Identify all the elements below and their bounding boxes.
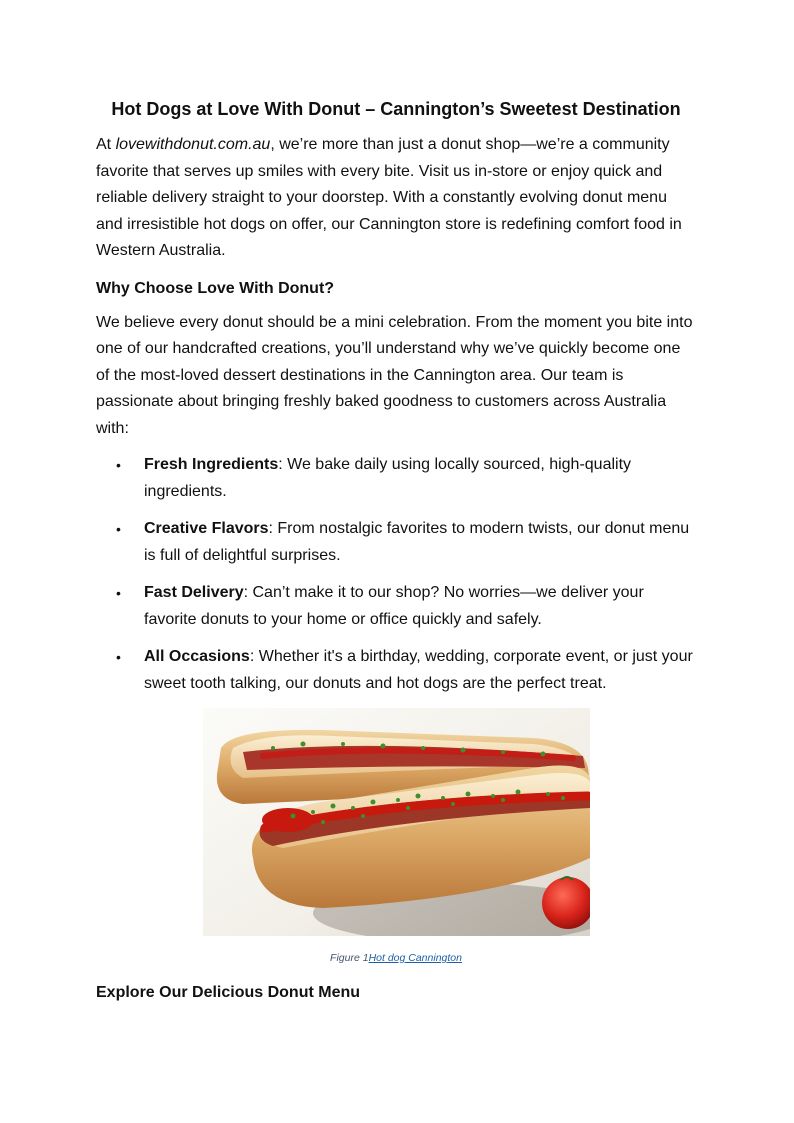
document-page [96,96,696,1004]
feature-text: : We bake daily using locally sourced, high-quality ingredients. [144,456,632,500]
feature-text: : Whether it's a birthday, wedding, corporate event, or just your sweet tooth talking, our donuts and hot dogs are the perfect treat. [144,648,693,692]
list-item [96,452,696,505]
site-name: lovewithdonut.com.au [115,136,271,153]
feature-label: Creative Flavors [144,520,269,537]
feature-label: All Occasions [144,648,250,665]
bullet-icon: • [116,521,121,537]
hot-dog-photo [203,708,590,936]
list-item [96,580,696,633]
intro-prefix: At [96,136,116,153]
feature-list [96,452,696,697]
intro-paragraph [96,132,696,265]
feature-text: : Can’t make it to our shop? No worries—we deliver your favorite donuts to your home or office quickly and safely. [144,584,644,628]
bullet-icon: • [116,457,121,473]
why-paragraph: We believe every donut should be a mini celebration. From the moment you bite into one of our handcrafted creations, you’ll understand why we’ve quickly become one of the most-loved dessert destinations in the Cannington area. Our team is passionate about bringing freshly baked goodness to customers across Australia with: [96,313,693,437]
caption-link[interactable]: Hot dog Cannington [368,952,462,964]
feature-text: : From nostalgic favorites to modern twists, our donut menu is full of delightful surprises. [144,520,690,564]
list-item [96,516,696,569]
figure-caption [96,951,696,965]
feature-label: Fresh Ingredients [144,456,279,473]
bullet-icon: • [116,649,121,665]
why-heading: Why Choose Love With Donut? [96,279,335,297]
bullet-icon: • [116,585,121,601]
page-title: Hot Dogs at Love With Donut – Cannington’s Sweetest Destination [111,99,681,119]
feature-label: Fast Delivery [144,584,244,601]
list-item [96,644,696,697]
hot-dog-illustration [203,708,590,936]
menu-heading: Explore Our Delicious Donut Menu [96,984,361,1001]
caption-prefix: Figure 1 [330,952,369,964]
intro-text: , we’re more than just a donut shop—we’re a community favorite that serves up smiles with every bite. Visit us in-store or enjoy quick and reliable delivery straight to your doorstep. With a constantly evolving donut menu and irresistible hot dogs on offer, our Cannington store is redefining comfort food in Western Australia. [96,136,682,259]
